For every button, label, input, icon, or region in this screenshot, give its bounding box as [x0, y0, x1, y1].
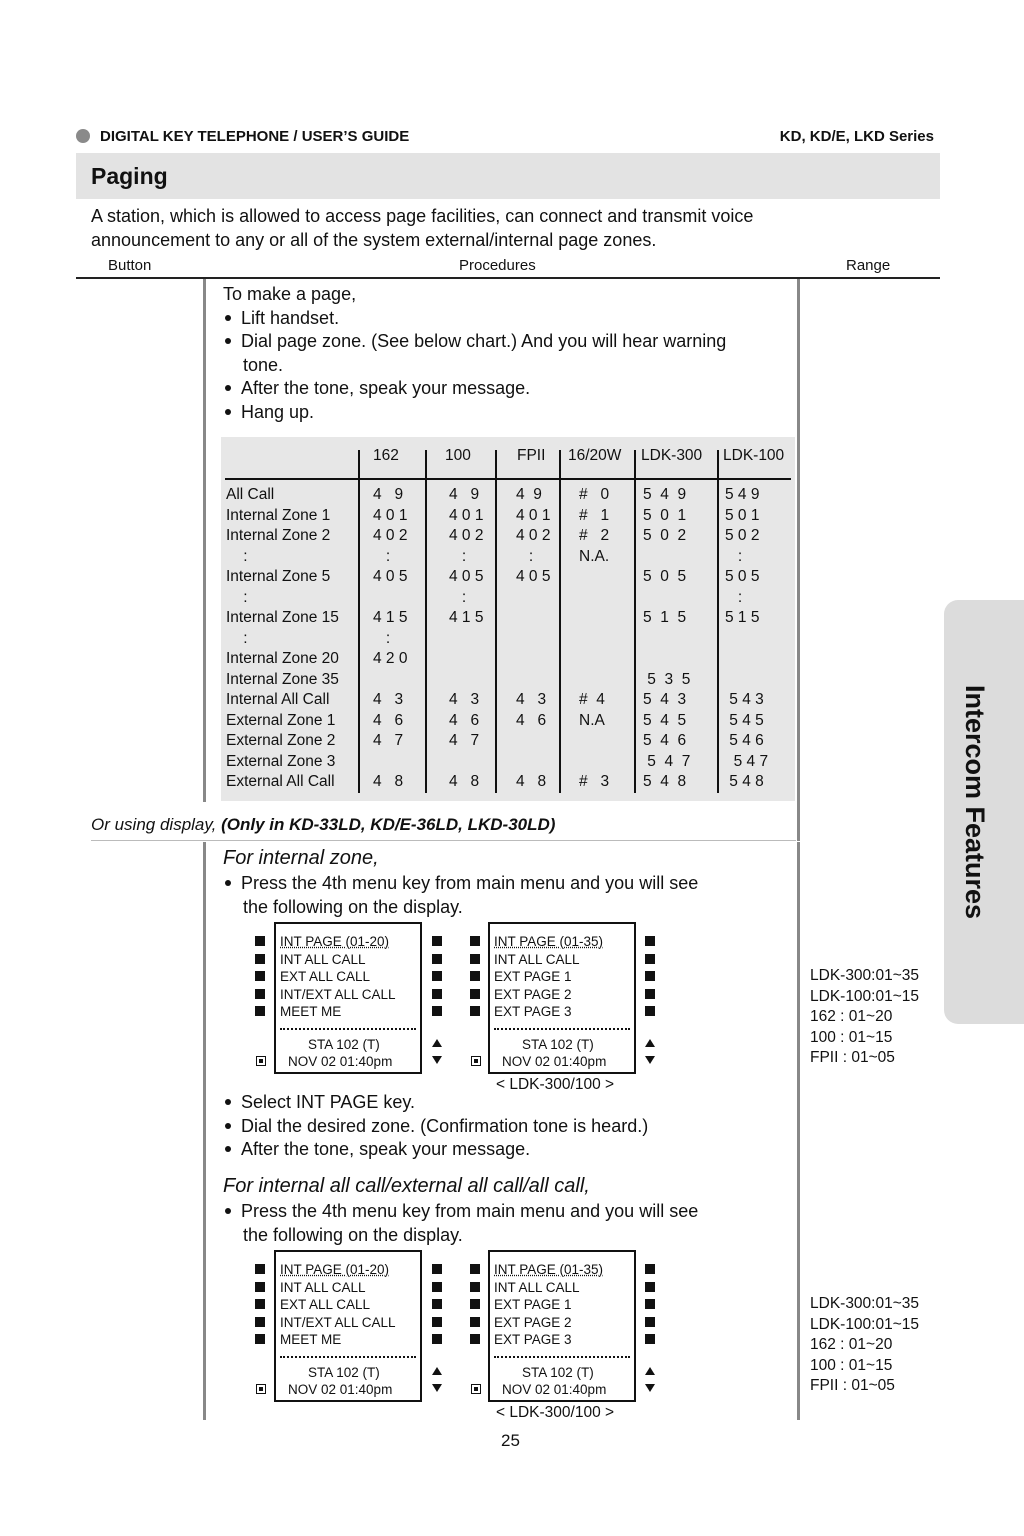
scroll-up-icon [432, 1367, 442, 1375]
soft-key-icon [645, 1334, 655, 1344]
table-cell: 5 0 2 [725, 527, 760, 544]
lcd-screen [274, 1250, 422, 1402]
lcd-status-line: STA 102 (T) [308, 1037, 380, 1052]
table-column-header: LDK-300 [641, 447, 703, 464]
bullet-icon [225, 1123, 231, 1129]
procedure-step: Dial page zone. (See below chart.) And you will hear warning [223, 330, 726, 354]
menu-key-icon [256, 1056, 266, 1066]
lcd-date-line: NOV 02 01:40pm [288, 1382, 393, 1397]
lcd-menu-line: EXT PAGE 1 [494, 1297, 572, 1312]
chapter-tab-label: Intercom Features [960, 685, 990, 920]
table-cell: : [725, 547, 743, 565]
lcd-divider [280, 1356, 416, 1358]
table-cell: : [725, 588, 743, 606]
soft-key-icon [470, 1317, 480, 1327]
soft-key-icon [255, 1282, 265, 1292]
lcd-date-line: NOV 02 01:40pm [502, 1054, 607, 1069]
table-cell: # 1 [579, 506, 610, 524]
lcd-menu-line: EXT ALL CALL [280, 969, 371, 984]
procedure-step: Select INT PAGE key. [223, 1091, 648, 1115]
internal-zone-heading: For internal zone, [223, 847, 379, 869]
soft-key-icon [645, 971, 655, 981]
lcd-menu-line: INT ALL CALL [280, 1279, 366, 1295]
table-row-label: All Call [226, 486, 275, 503]
soft-key-icon [470, 1282, 480, 1292]
lcd-divider [494, 1028, 630, 1030]
table-cell: 5 4 3 [643, 691, 687, 708]
bullet-icon [225, 1208, 231, 1214]
soft-key-icon [432, 1299, 442, 1309]
table-cell: 4 3 [516, 691, 547, 708]
all-call-step: Press the 4th menu key from main menu and you will see the following on the display. [223, 1200, 698, 1247]
section-separator [91, 840, 796, 841]
lcd-menu-line: INT/EXT ALL CALL [280, 1314, 396, 1330]
table-row-label: Internal Zone 5 [226, 568, 331, 585]
soft-key-icon [432, 1334, 442, 1344]
bullet-icon [225, 315, 231, 321]
table-cell: 4 0 5 [516, 568, 551, 585]
lcd-date-line: NOV 02 01:40pm [288, 1054, 393, 1069]
lcd-menu-line: EXT PAGE 2 [494, 1314, 572, 1330]
soft-key-icon [432, 954, 442, 964]
table-row-label: Internal Zone 1 [226, 506, 331, 524]
soft-key-icon [645, 1264, 655, 1274]
scroll-down-icon [645, 1056, 655, 1064]
table-column-header: FPII [517, 447, 546, 464]
procedure-list [223, 283, 726, 424]
procedure-lead: To make a page, [223, 284, 357, 304]
page-number: 25 [501, 1431, 520, 1450]
display-caption: < LDK-300/100 > [496, 1076, 615, 1093]
soft-key-icon [255, 1334, 265, 1344]
lcd-date-line: NOV 02 01:40pm [502, 1382, 607, 1397]
lcd-menu-line: EXT PAGE 3 [494, 1332, 572, 1347]
menu-key-icon [471, 1056, 481, 1066]
range-text: LDK-300:01~35 LDK-100:01~15 162 : 01~20 100 : 01~15 FPII : 01~05 [810, 1295, 920, 1394]
scroll-down-icon [645, 1384, 655, 1392]
lcd-menu-line: INT PAGE (01-20) [280, 1262, 390, 1277]
table-cell: 4 9 [449, 486, 480, 503]
table-row-label: External Zone 1 [226, 711, 336, 729]
table-cell: 5 0 5 [643, 568, 687, 585]
table-column-header: LDK-100 [723, 447, 785, 464]
table-cell: 5 4 7 [643, 752, 691, 770]
table-cell: 5 0 5 [725, 568, 760, 585]
table-cell: : [449, 547, 467, 565]
table-cell: 5 4 9 [643, 486, 687, 503]
table-cell: # 0 [579, 486, 610, 503]
column-header-button: Button [108, 257, 152, 274]
bullet-icon [225, 1099, 231, 1105]
intro-line: announcement to any or all of the system external/internal page zones. [91, 230, 657, 250]
table-cell: : [516, 547, 534, 565]
menu-key-icon [471, 1384, 481, 1394]
table-cell: 4 0 5 [449, 568, 484, 585]
soft-key-icon [470, 1006, 480, 1016]
table-cell: # 4 [579, 691, 605, 708]
lcd-menu-line: MEET ME [280, 1332, 342, 1347]
soft-key-icon [432, 1264, 442, 1274]
bullet-circle-icon [76, 129, 90, 143]
soft-key-icon [645, 954, 655, 964]
table-cell: 4 6 [449, 711, 480, 729]
menu-key-icon [256, 1384, 266, 1394]
table-cell: : [449, 588, 467, 606]
table-column-divider [717, 450, 719, 793]
soft-key-icon [255, 971, 265, 981]
table-cell: 4 7 [373, 732, 404, 749]
lcd-menu-line: INT PAGE (01-20) [280, 934, 390, 949]
table-cell: 4 9 [373, 486, 404, 503]
soft-key-icon [255, 1006, 265, 1016]
lcd-screen [488, 922, 636, 1074]
table-row-label: : [226, 547, 248, 565]
table-cell: 5 4 8 [643, 773, 687, 790]
scroll-up-icon [645, 1039, 655, 1047]
table-header-rule [225, 478, 791, 480]
lcd-status-line: STA 102 (T) [522, 1037, 594, 1052]
intro-line: A station, which is allowed to access page facilities, can connect and transmit voice [91, 206, 754, 226]
lcd-menu-line: INT ALL CALL [494, 951, 580, 967]
soft-key-icon [255, 1299, 265, 1309]
soft-key-icon [255, 1317, 265, 1327]
table-cell: N.A [579, 711, 605, 729]
soft-key-icon [432, 936, 442, 946]
table-cell: 4 0 2 [373, 527, 408, 544]
soft-key-icon [470, 1299, 480, 1309]
table-cell: 4 6 [373, 711, 404, 729]
procedure-step: Lift handset. [223, 307, 726, 331]
lcd-menu-line: EXT PAGE 3 [494, 1004, 572, 1019]
table-row-label: Internal Zone 35 [226, 670, 339, 688]
table-cell: # 3 [579, 773, 610, 790]
lcd-menu-line: INT ALL CALL [280, 951, 366, 967]
table-column-divider [358, 450, 360, 793]
table-cell: 5 4 5 [725, 711, 764, 729]
table-cell: N.A. [579, 547, 610, 565]
display-section-heading: Or using display, (Only in KD-33LD, KD/E-36LD, LKD-30LD) [91, 815, 556, 834]
table-row-label: Internal Zone 20 [226, 650, 339, 667]
table-row-label: Internal Zone 2 [226, 527, 331, 544]
bullet-icon [225, 385, 231, 391]
lcd-status-line: STA 102 (T) [308, 1365, 380, 1380]
table-cell: 4 0 2 [449, 527, 484, 544]
procedure-step: Hang up. [223, 401, 726, 425]
bullet-icon [225, 880, 231, 886]
table-cell: 4 3 [373, 691, 404, 708]
soft-key-icon [645, 1317, 655, 1327]
soft-key-icon [432, 989, 442, 999]
procedure-step-cont: tone. [243, 354, 284, 375]
table-cell: 5 4 9 [725, 486, 760, 503]
table-cell: 4 3 [449, 691, 480, 708]
internal-zone-step: Press the 4th menu key from main menu and you will see the following on the display. [223, 872, 698, 919]
lcd-menu-line: INT PAGE (01-35) [494, 1262, 604, 1277]
table-cell: 5 1 5 [725, 609, 760, 626]
procedure-step: After the tone, speak your message. [223, 1138, 648, 1162]
table-column-divider [495, 450, 497, 793]
table-cell: 5 4 7 [725, 752, 769, 770]
series-label: KD, KD/E, LKD Series [779, 128, 934, 145]
lcd-menu-line: INT ALL CALL [494, 1279, 580, 1295]
table-cell: 5 4 6 [643, 732, 687, 749]
table-cell: 4 9 [516, 486, 542, 503]
table-row-label: Internal Zone 15 [226, 609, 339, 626]
lcd-menu-line: MEET ME [280, 1004, 342, 1019]
table-cell: # 2 [579, 527, 610, 544]
soft-key-icon [432, 1317, 442, 1327]
soft-key-icon [432, 971, 442, 981]
lcd-menu-line: EXT ALL CALL [280, 1297, 371, 1312]
soft-key-icon [432, 1006, 442, 1016]
table-cell: 5 3 5 [643, 670, 691, 688]
table-cell: 4 8 [516, 773, 547, 790]
table-cell: 4 0 1 [373, 506, 408, 524]
column-divider [203, 842, 206, 1420]
soft-key-icon [255, 954, 265, 964]
soft-key-icon [255, 936, 265, 946]
lcd-menu-line: EXT PAGE 1 [494, 969, 572, 984]
table-cell: 4 1 5 [373, 609, 408, 626]
table-cell: : [373, 629, 391, 647]
soft-key-icon [470, 1334, 480, 1344]
table-row-label: : [226, 588, 248, 606]
table-cell: 4 0 1 [516, 506, 551, 524]
soft-key-icon [470, 936, 480, 946]
range-text: LDK-300:01~35 LDK-100:01~15 162 : 01~20 100 : 01~15 FPII : 01~05 [810, 967, 920, 1066]
bullet-icon [225, 1146, 231, 1152]
table-cell: 4 1 5 [449, 609, 484, 626]
soft-key-icon [470, 1264, 480, 1274]
column-divider [203, 279, 206, 802]
table-column-header: 16/20W [568, 447, 622, 464]
column-divider [797, 279, 800, 841]
soft-key-icon [645, 989, 655, 999]
table-cell: 4 6 [516, 711, 547, 729]
table-cell: 4 7 [449, 732, 480, 749]
lcd-menu-line: EXT PAGE 2 [494, 986, 572, 1002]
scroll-down-icon [432, 1056, 442, 1064]
scroll-up-icon [432, 1039, 442, 1047]
table-cell: 5 4 8 [725, 773, 764, 790]
table-column-header: 162 [373, 447, 399, 464]
lcd-status-line: STA 102 (T) [522, 1365, 594, 1380]
bullet-icon [225, 409, 231, 415]
table-cell: 4 2 0 [373, 650, 408, 667]
procedure-step: Dial the desired zone. (Confirmation tone is heard.) [223, 1115, 648, 1139]
table-cell: : [373, 547, 391, 565]
lcd-screen [274, 922, 422, 1074]
scroll-down-icon [432, 1384, 442, 1392]
soft-key-icon [432, 1282, 442, 1292]
table-column-divider [559, 450, 561, 793]
table-cell: 5 0 1 [725, 506, 760, 524]
internal-zone-steps-after [223, 1091, 648, 1162]
column-header-procedures: Procedures [459, 257, 536, 274]
table-row-label: External All Call [226, 773, 335, 790]
table-cell: 4 8 [449, 773, 480, 790]
table-cell: 4 0 1 [449, 506, 484, 524]
table-cell: 5 4 5 [643, 711, 687, 729]
scroll-up-icon [645, 1367, 655, 1375]
table-cell: 4 8 [373, 773, 404, 790]
table-cell: 5 0 1 [643, 506, 687, 524]
intro-paragraph [91, 204, 911, 252]
guide-title: DIGITAL KEY TELEPHONE / USER’S GUIDE [100, 128, 410, 145]
lcd-menu-line: INT PAGE (01-35) [494, 934, 604, 949]
soft-key-icon [470, 989, 480, 999]
table-cell: 4 0 2 [516, 527, 551, 544]
display-caption: < LDK-300/100 > [496, 1404, 615, 1421]
table-cell: 5 1 5 [643, 609, 687, 626]
column-divider [797, 842, 800, 1420]
table-row-label: External Zone 2 [226, 732, 336, 749]
soft-key-icon [645, 1299, 655, 1309]
all-call-heading: For internal all call/external all call/all call, [223, 1175, 590, 1197]
table-column-divider [425, 450, 427, 793]
table-column-divider [634, 450, 636, 793]
table-column-header: 100 [445, 447, 471, 464]
soft-key-icon [645, 936, 655, 946]
table-cell: 5 4 3 [725, 691, 764, 708]
soft-key-icon [470, 971, 480, 981]
table-cell: 5 4 6 [725, 732, 764, 749]
section-title: Paging [91, 163, 168, 189]
lcd-menu-line: INT/EXT ALL CALL [280, 986, 396, 1002]
soft-key-icon [645, 1006, 655, 1016]
bullet-icon [225, 338, 231, 344]
table-cell: 5 0 2 [643, 527, 687, 544]
lcd-divider [280, 1028, 416, 1030]
table-cell: 4 0 5 [373, 568, 408, 585]
lcd-screen [488, 1250, 636, 1402]
soft-key-icon [470, 954, 480, 964]
table-row-label: External Zone 3 [226, 752, 336, 770]
procedure-step: After the tone, speak your message. [223, 377, 726, 401]
soft-key-icon [255, 1264, 265, 1274]
table-row-label: : [226, 629, 248, 647]
column-header-range: Range [846, 257, 891, 274]
lcd-divider [494, 1356, 630, 1358]
soft-key-icon [645, 1282, 655, 1292]
table-row-label: Internal All Call [226, 691, 330, 708]
section-title-bar [76, 153, 940, 199]
page-zone-table [221, 437, 795, 801]
soft-key-icon [255, 989, 265, 999]
